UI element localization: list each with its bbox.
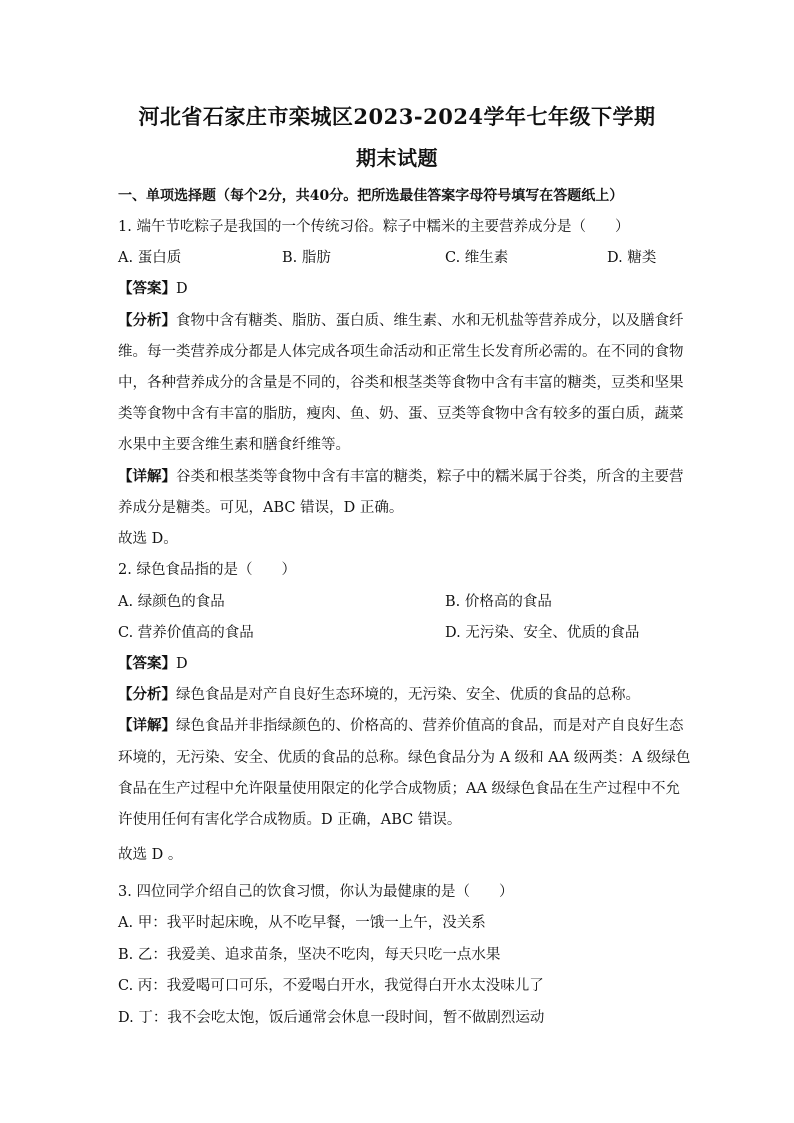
question-2-stem: 2. 绿色食品指的是（ ） [118,562,296,578]
question-1-analysis-line: 水果中主要含维生素和膳食纤维等。 [118,437,350,453]
question-2-detail-line: 环境的，无污染、安全、优质的食品的总称。绿色食品分为 A 级和 AA 级两类：A 级绿色 [118,750,691,766]
question-1-option-c: C. 维生素 [445,250,509,266]
question-1-stem: 1. 端午节吃粽子是我国的一个传统习俗。粽子中糯米的主要营养成分是（ ） [118,219,630,235]
question-1-analysis-line [118,311,684,331]
detail-text: 谷类和根茎类等食物中含有丰富的糖类，粽子中的糯米属于谷类，所含的主要营 [176,469,684,485]
question-1-answer [118,279,188,299]
section-heading: 一、单项选择题（每个2分，共40分。把所选最佳答案字母符号填写在答题纸上） [118,188,624,204]
question-3-option-b: B. 乙：我爱美、追求苗条，坚决不吃肉，每天只吃一点水果 [118,947,501,963]
question-2-detail-line: 食品在生产过程中允许限量使用限定的化学合成物质；AA 级绿色食品在生产过程中不允 [118,781,681,797]
answer-value: D [176,656,188,672]
question-1-detail-line [118,467,684,487]
analysis-text: 绿色食品是对产自良好生态环境的，无污染、安全、优质的食品的总称。 [176,687,640,703]
question-1-option-a: A. 蛋白质 [118,250,182,266]
document-subtitle: 期末试题 [356,146,438,170]
question-1-analysis-line: 维。每一类营养成分都是人体完成各项生命活动和正常生长发育所必需的。在不同的食物 [118,344,684,360]
question-2-detail-line: 许使用任何有害化学合成物质。D 正确，ABC 错误。 [118,812,462,828]
question-1-option-b: B. 脂肪 [282,250,331,266]
detail-tag: 【详解】 [118,717,176,734]
question-2-analysis-line [118,685,640,705]
answer-tag: 【答案】 [118,655,176,672]
question-1-analysis-line: 中，各种营养成分的含量是不同的，谷类和根茎类等食物中含有丰富的糖类，豆类和坚果 [118,375,684,391]
question-2-conclusion: 故选 D 。 [118,847,183,863]
answer-tag: 【答案】 [118,280,176,297]
question-2-option-b: B. 价格高的食品 [445,594,552,610]
detail-tag: 【详解】 [118,468,176,485]
question-3-stem: 3. 四位同学介绍自己的饮食习惯，你认为最健康的是（ ） [118,884,514,900]
document-title: 河北省石家庄市栾城区2023-2024学年七年级下学期 [138,104,656,129]
question-1-detail-line: 养成分是糖类。可见，ABC 错误，D 正确。 [118,500,404,516]
question-3-option-a: A. 甲：我平时起床晚，从不吃早餐，一饿一上午，没关系 [118,915,486,931]
question-2-answer [118,654,188,674]
question-2-option-c: C. 营养价值高的食品 [118,625,254,641]
question-1-option-d: D. 糖类 [607,250,657,266]
question-2-detail-line [118,716,684,736]
question-2-option-d: D. 无污染、安全、优质的食品 [445,625,640,641]
question-3-option-d: D. 丁：我不会吃太饱，饭后通常会休息一段时间，暂不做剧烈运动 [118,1010,545,1026]
answer-value: D [176,281,188,297]
analysis-text: 食物中含有糖类、脂肪、蛋白质、维生素、水和无机盐等营养成分，以及膳食纤 [176,313,684,329]
detail-text: 绿色食品并非指绿颜色的、价格高的、营养价值高的食品，而是对产自良好生态 [176,718,684,734]
question-1-conclusion: 故选 D。 [118,531,178,547]
question-1-analysis-line: 类等食物中含有丰富的脂肪，瘦肉、鱼、奶、蛋、豆类等食物中含有较多的蛋白质，蔬菜 [118,406,684,422]
question-3-option-c: C. 丙：我爱喝可口可乐，不爱喝白开水，我觉得白开水太没味儿了 [118,978,544,994]
analysis-tag: 【分析】 [118,686,176,703]
question-2-option-a: A. 绿颜色的食品 [118,594,225,610]
analysis-tag: 【分析】 [118,312,176,329]
